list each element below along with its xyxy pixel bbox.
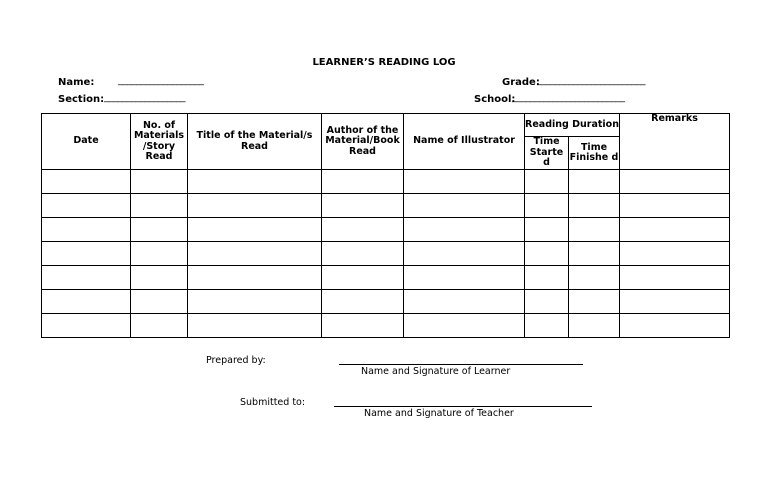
table-cell[interactable] xyxy=(188,266,322,290)
header-remarks: Remarks xyxy=(620,114,730,170)
table-cell[interactable] xyxy=(569,242,620,266)
table-cell[interactable] xyxy=(322,290,404,314)
document-title: LEARNER’S READING LOG xyxy=(312,57,456,68)
grade-label: Grade: xyxy=(502,77,540,88)
table-row xyxy=(42,266,730,290)
school-label: School: xyxy=(474,94,516,105)
table-cell[interactable] xyxy=(569,170,620,194)
table-cell[interactable] xyxy=(131,170,188,194)
header-time-finished: Time Finishe d xyxy=(569,137,620,170)
table-cell[interactable] xyxy=(42,266,131,290)
table-cell[interactable] xyxy=(620,242,730,266)
table-cell[interactable] xyxy=(404,266,525,290)
header-time-started: Time Starte d xyxy=(525,137,569,170)
table-cell[interactable] xyxy=(188,242,322,266)
table-cell[interactable] xyxy=(131,242,188,266)
table-cell[interactable] xyxy=(404,314,525,338)
table-cell[interactable] xyxy=(620,314,730,338)
table-cell[interactable] xyxy=(620,266,730,290)
header-materials-count: No. of Materials /Story Read xyxy=(131,114,188,170)
table-cell[interactable] xyxy=(322,242,404,266)
table-cell[interactable] xyxy=(525,242,569,266)
learner-signature-caption: Name and Signature of Learner xyxy=(361,366,511,377)
table-row xyxy=(42,314,730,338)
table-cell[interactable] xyxy=(569,290,620,314)
table-cell[interactable] xyxy=(42,290,131,314)
table-cell[interactable] xyxy=(404,194,525,218)
section-field-line[interactable]: __________________ xyxy=(104,92,185,103)
teacher-signature-line[interactable] xyxy=(334,406,592,407)
table-cell[interactable] xyxy=(42,194,131,218)
reading-log-table xyxy=(41,113,730,338)
table-cell[interactable] xyxy=(620,290,730,314)
table-cell[interactable] xyxy=(42,242,131,266)
table-cell[interactable] xyxy=(131,266,188,290)
table-cell[interactable] xyxy=(569,266,620,290)
school-field-line[interactable]: _________________________ xyxy=(512,92,625,103)
table-cell[interactable] xyxy=(188,194,322,218)
header-illustrator: Name of Illustrator xyxy=(404,114,525,170)
table-cell[interactable] xyxy=(322,170,404,194)
table-cell[interactable] xyxy=(322,266,404,290)
table-cell[interactable] xyxy=(569,314,620,338)
header-material-title: Title of the Material/s Read xyxy=(188,114,322,170)
name-label: Name: xyxy=(58,77,95,88)
table-cell[interactable] xyxy=(322,314,404,338)
table-cell[interactable] xyxy=(188,290,322,314)
table-cell[interactable] xyxy=(525,218,569,242)
table-cell[interactable] xyxy=(569,218,620,242)
table-cell[interactable] xyxy=(188,314,322,338)
table-cell[interactable] xyxy=(188,218,322,242)
prepared-by-label: Prepared by: xyxy=(206,355,266,366)
table-cell[interactable] xyxy=(620,170,730,194)
table-cell[interactable] xyxy=(404,218,525,242)
table-cell[interactable] xyxy=(131,194,188,218)
grade-field-line[interactable]: ________________________ xyxy=(537,75,645,86)
table-cell[interactable] xyxy=(525,170,569,194)
submitted-to-label: Submitted to: xyxy=(240,397,306,408)
table-row xyxy=(42,290,730,314)
table-cell[interactable] xyxy=(131,314,188,338)
table-row xyxy=(42,170,730,194)
header-date: Date xyxy=(42,114,131,170)
table-cell[interactable] xyxy=(404,242,525,266)
header-author: Author of the Material/Book Read xyxy=(322,114,404,170)
table-cell[interactable] xyxy=(42,170,131,194)
name-field-line[interactable]: ___________________ xyxy=(118,75,204,86)
table-cell[interactable] xyxy=(42,218,131,242)
table-cell[interactable] xyxy=(404,170,525,194)
teacher-signature-caption: Name and Signature of Teacher xyxy=(364,408,514,419)
learner-signature-line[interactable] xyxy=(339,364,583,365)
section-label: Section: xyxy=(58,94,105,105)
table-cell[interactable] xyxy=(620,218,730,242)
table-cell[interactable] xyxy=(525,266,569,290)
table-cell[interactable] xyxy=(322,194,404,218)
table-cell[interactable] xyxy=(620,194,730,218)
table-cell[interactable] xyxy=(42,314,131,338)
table-row xyxy=(42,242,730,266)
table-cell[interactable] xyxy=(404,290,525,314)
table-row xyxy=(42,194,730,218)
table-cell[interactable] xyxy=(569,194,620,218)
table-cell[interactable] xyxy=(131,290,188,314)
table-row xyxy=(42,218,730,242)
table-cell[interactable] xyxy=(525,314,569,338)
header-reading-duration: Reading Duration xyxy=(525,114,620,137)
table-cell[interactable] xyxy=(188,170,322,194)
table-cell[interactable] xyxy=(525,290,569,314)
table-cell[interactable] xyxy=(525,194,569,218)
table-cell[interactable] xyxy=(131,218,188,242)
table-cell[interactable] xyxy=(322,218,404,242)
table-body xyxy=(42,170,730,338)
